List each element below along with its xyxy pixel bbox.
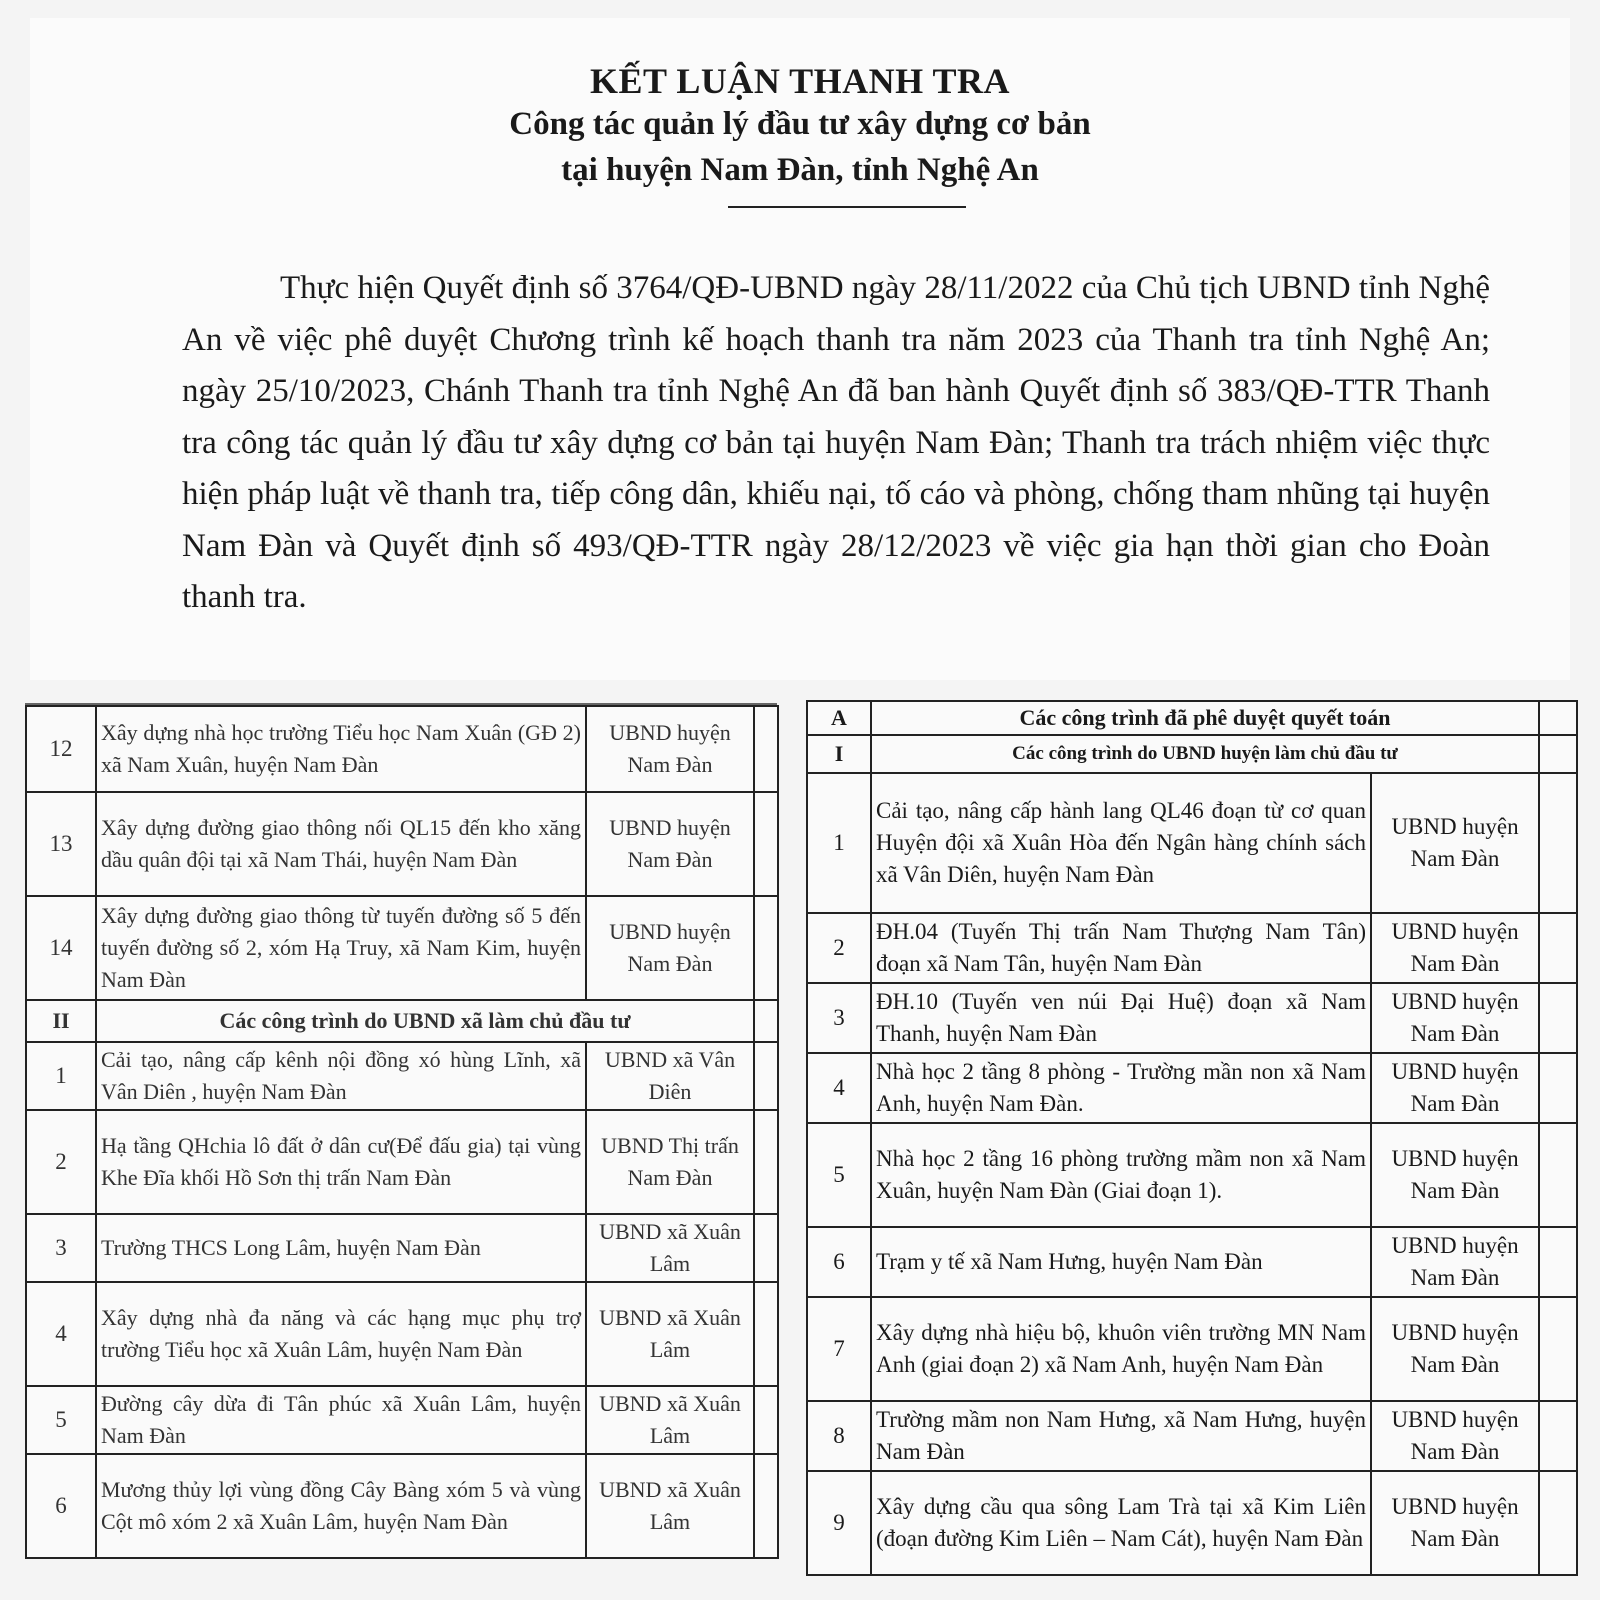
row-number: 6 (807, 1227, 871, 1297)
document-title: KẾT LUẬN THANH TRA (589, 61, 1011, 101)
empty-cell (1539, 1227, 1577, 1297)
project-owner: UBND xã Xuân Lâm (586, 1454, 754, 1558)
row-number: 3 (26, 1214, 96, 1282)
project-name: Xây dựng nhà hiệu bộ, khuôn viên trường MN Nam Anh (giai đoạn 2) xã Nam Anh, huyện Nam Đàn (871, 1297, 1371, 1401)
table-row (807, 773, 1577, 913)
project-owner: UBND huyện Nam Đàn (1371, 1401, 1539, 1471)
project-name: Trạm y tế xã Nam Hưng, huyện Nam Đàn (871, 1227, 1371, 1297)
table-row (807, 913, 1577, 983)
empty-cell (1539, 735, 1577, 773)
project-name: ĐH.10 (Tuyến ven núi Đại Huệ) đoạn xã Nam Thanh, huyện Nam Đàn (871, 983, 1371, 1053)
row-number: 1 (807, 773, 871, 913)
table-row (807, 1227, 1577, 1297)
empty-cell (754, 792, 778, 896)
section-row (26, 1000, 778, 1042)
project-owner: UBND huyện Nam Đàn (1371, 913, 1539, 983)
document-subtitle-line1: Công tác quản lý đầu tư xây dựng cơ bản (509, 106, 1091, 142)
project-name: Xây dựng đường giao thông nối QL15 đến kho xăng dầu quân đội tại xã Nam Thái, huyện Nam Đàn (96, 792, 586, 896)
table-row (26, 1282, 778, 1386)
right-projects-table (806, 700, 1578, 1576)
row-number: 13 (26, 792, 96, 896)
table-row (807, 1401, 1577, 1471)
section-label: Các công trình đã phê duyệt quyết toán (871, 701, 1539, 735)
empty-cell (754, 1042, 778, 1110)
section-number: I (807, 735, 871, 773)
project-owner: UBND huyện Nam Đàn (586, 706, 754, 792)
row-number: 12 (26, 706, 96, 792)
project-name: Cải tạo, nâng cấp kênh nội đồng xó hùng Lĩnh, xã Vân Diên , huyện Nam Đàn (96, 1042, 586, 1110)
row-number: 2 (26, 1110, 96, 1214)
project-owner: UBND huyện Nam Đàn (586, 896, 754, 1000)
empty-cell (1539, 701, 1577, 735)
row-number: 9 (807, 1471, 871, 1575)
row-number: 3 (807, 983, 871, 1053)
empty-cell (754, 1214, 778, 1282)
empty-cell (754, 1282, 778, 1386)
table-row (807, 1297, 1577, 1401)
document-header-area (30, 18, 1570, 680)
project-owner: UBND xã Vân Diên (586, 1042, 754, 1110)
table-row (26, 1454, 778, 1558)
section-label: Các công trình do UBND huyện làm chủ đầu tư (871, 735, 1539, 773)
section-label: Các công trình do UBND xã làm chủ đầu tư (96, 1000, 754, 1042)
table-row (26, 706, 778, 792)
table-row (26, 792, 778, 896)
section-row (807, 701, 1577, 735)
left-projects-table (25, 705, 779, 1559)
project-owner: UBND huyện Nam Đàn (1371, 773, 1539, 913)
empty-cell (1539, 1471, 1577, 1575)
intro-paragraph (182, 263, 1490, 624)
empty-cell (754, 1110, 778, 1214)
section-number: A (807, 701, 871, 735)
empty-cell (1539, 1053, 1577, 1123)
row-number: 8 (807, 1401, 871, 1471)
row-number: 6 (26, 1454, 96, 1558)
empty-cell (754, 706, 778, 792)
title-divider (728, 206, 966, 208)
project-name: Xây dựng đường giao thông từ tuyến đường số 5 đến tuyến đường số 2, xóm Hạ Truy, xã Nam Kim, huyện Nam Đàn (96, 896, 586, 1000)
project-name: Trường mầm non Nam Hưng, xã Nam Hưng, huyện Nam Đàn (871, 1401, 1371, 1471)
empty-cell (1539, 773, 1577, 913)
empty-cell (754, 896, 778, 1000)
project-owner: UBND Thị trấn Nam Đàn (586, 1110, 754, 1214)
project-owner: UBND xã Xuân Lâm (586, 1386, 754, 1454)
intro-text: Thực hiện Quyết định số 3764/QĐ-UBND ngày 28/11/2022 của Chủ tịch UBND tỉnh Nghệ An về việc phê duyệt Chương trình kế hoạch thanh tra năm 2023 của Thanh tra tỉnh Nghệ An; ngày 25/10/2023, Chánh Thanh tra tỉnh Nghệ An đã ban hành Quyết định số 383/QĐ-TTR Thanh tra công tác quản lý đầu tư xây dựng cơ bản tại huyện Nam Đàn; Thanh tra trách nhiệm việc thực hiện pháp luật về thanh tra, tiếp công dân, khiếu nại, tố cáo và phòng, chống tham nhũng tại huyện Nam Đàn và Quyết định số 493/QĐ-TTR ngày 28/12/2023 về việc gia hạn thời gian cho Đoàn thanh tra. (182, 270, 1490, 615)
empty-cell (754, 1386, 778, 1454)
project-owner: UBND xã Xuân Lâm (586, 1214, 754, 1282)
row-number: 14 (26, 896, 96, 1000)
table-row (26, 1042, 778, 1110)
document-subtitle-line2: tại huyện Nam Đàn, tỉnh Nghệ An (561, 152, 1039, 188)
table-row (26, 1110, 778, 1214)
project-owner: UBND xã Xuân Lâm (586, 1282, 754, 1386)
project-owner: UBND huyện Nam Đàn (1371, 983, 1539, 1053)
project-name: Xây dựng cầu qua sông Lam Trà tại xã Kim Liên (đoạn đường Kim Liên – Nam Cát), huyện Nam Đàn (871, 1471, 1371, 1575)
empty-cell (1539, 913, 1577, 983)
table-row (26, 896, 778, 1000)
table-row (807, 983, 1577, 1053)
empty-cell (1539, 1123, 1577, 1227)
empty-cell (754, 1000, 778, 1042)
section-number: II (26, 1000, 96, 1042)
project-name: Đường cây dừa đi Tân phúc xã Xuân Lâm, huyện Nam Đàn (96, 1386, 586, 1454)
empty-cell (1539, 1297, 1577, 1401)
empty-cell (1539, 1401, 1577, 1471)
project-name: Cải tạo, nâng cấp hành lang QL46 đoạn từ cơ quan Huyện đội xã Xuân Hòa đến Ngân hàng chính sách xã Vân Diên, huyện Nam Đàn (871, 773, 1371, 913)
table-row (26, 1386, 778, 1454)
project-owner: UBND huyện Nam Đàn (1371, 1297, 1539, 1401)
table-row (807, 1053, 1577, 1123)
project-name: Mương thủy lợi vùng đồng Cây Bàng xóm 5 và vùng Cột mô xóm 2 xã Xuân Lâm, huyện Nam Đàn (96, 1454, 586, 1558)
row-number: 4 (807, 1053, 871, 1123)
row-number: 7 (807, 1297, 871, 1401)
row-number: 5 (807, 1123, 871, 1227)
empty-cell (1539, 983, 1577, 1053)
project-owner: UBND huyện Nam Đàn (1371, 1471, 1539, 1575)
project-name: Xây dựng nhà đa năng và các hạng mục phụ trợ trường Tiểu học xã Xuân Lâm, huyện Nam Đàn (96, 1282, 586, 1386)
project-name: Nhà học 2 tầng 16 phòng trường mầm non xã Nam Xuân, huyện Nam Đàn (Giai đoạn 1). (871, 1123, 1371, 1227)
project-owner: UBND huyện Nam Đàn (1371, 1227, 1539, 1297)
project-owner: UBND huyện Nam Đàn (1371, 1053, 1539, 1123)
project-name: Nhà học 2 tầng 8 phòng - Trường mần non xã Nam Anh, huyện Nam Đàn. (871, 1053, 1371, 1123)
row-number: 5 (26, 1386, 96, 1454)
project-owner: UBND huyện Nam Đàn (1371, 1123, 1539, 1227)
row-number: 4 (26, 1282, 96, 1386)
table-row (26, 1214, 778, 1282)
row-number: 2 (807, 913, 871, 983)
project-name: Xây dựng nhà học trường Tiểu học Nam Xuân (GĐ 2) xã Nam Xuân, huyện Nam Đàn (96, 706, 586, 792)
table-row (807, 1471, 1577, 1575)
project-name: Hạ tầng QHchia lô đất ở dân cư(Để đấu gia) tại vùng Khe Đĩa khối Hồ Sơn thị trấn Nam Đàn (96, 1110, 586, 1214)
project-name: Trường THCS Long Lâm, huyện Nam Đàn (96, 1214, 586, 1282)
table-row (807, 1123, 1577, 1227)
project-name: ĐH.04 (Tuyến Thị trấn Nam Thượng Nam Tân) đoạn xã Nam Tân, huyện Nam Đàn (871, 913, 1371, 983)
row-number: 1 (26, 1042, 96, 1110)
project-owner: UBND huyện Nam Đàn (586, 792, 754, 896)
section-row (807, 735, 1577, 773)
empty-cell (754, 1454, 778, 1558)
